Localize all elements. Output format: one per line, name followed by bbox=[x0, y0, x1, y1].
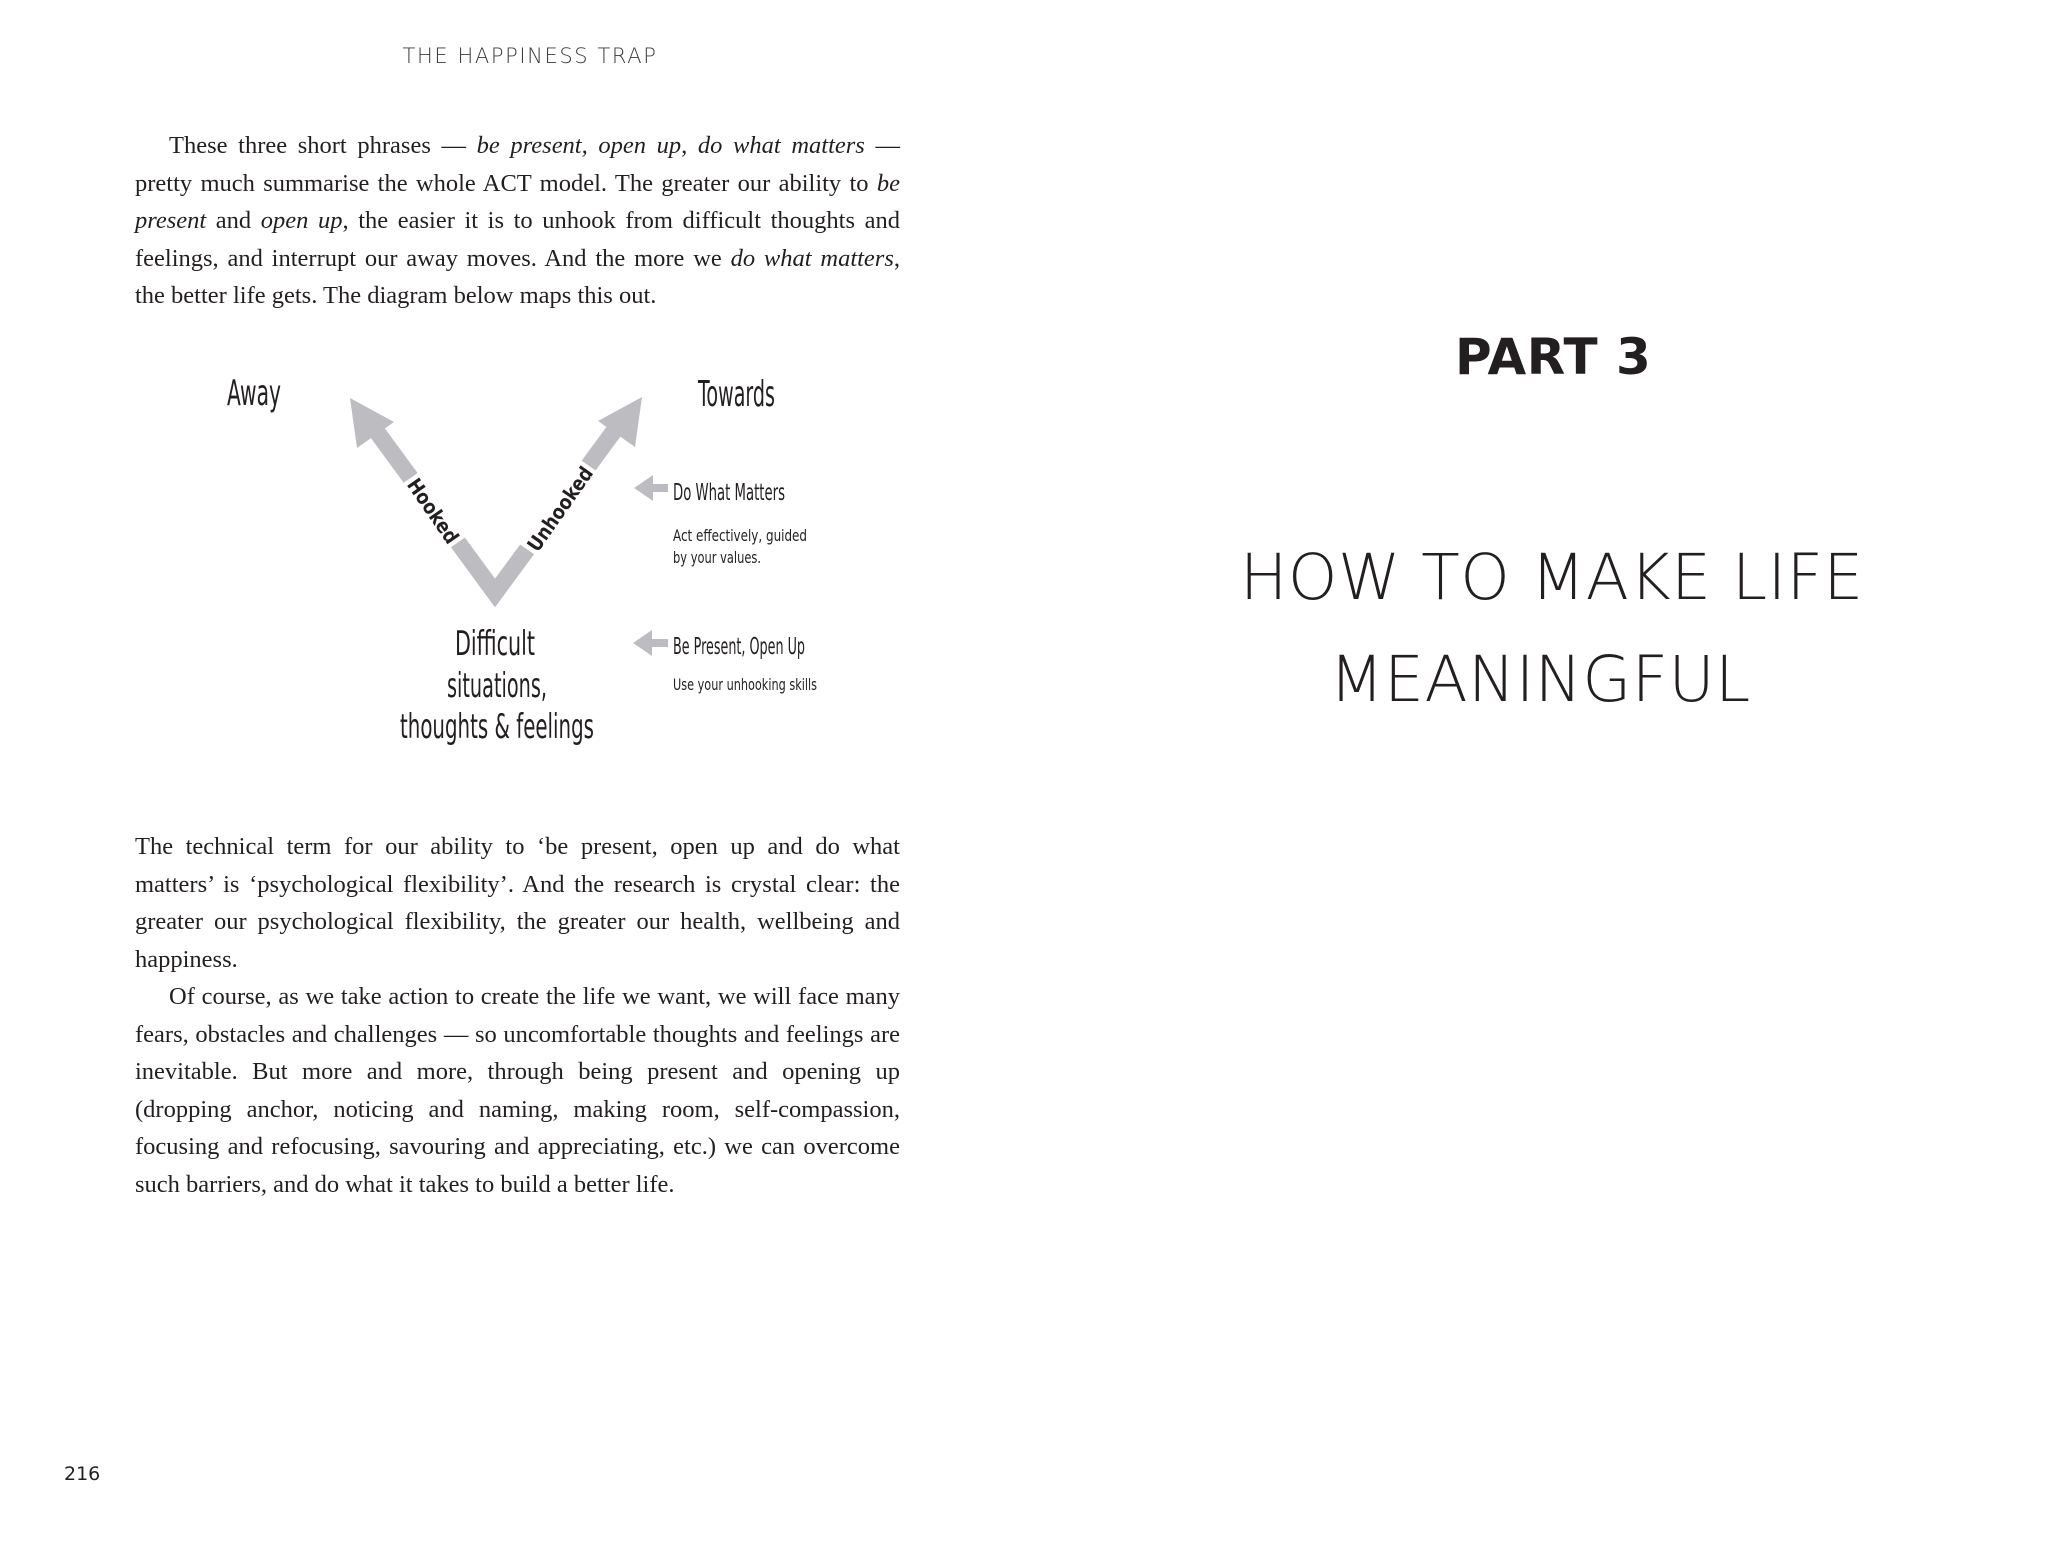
label-towards: Towards bbox=[697, 374, 775, 415]
part-title-line: HOW TO MAKE LIFE bbox=[1240, 541, 1864, 614]
text-segment: , the easier it is to unhook from difficult thoughts and feelings, and interrupt our away moves. And the more we bbox=[135, 207, 900, 272]
v-arrow bbox=[350, 397, 642, 593]
text-segment: These three short phrases — bbox=[169, 132, 477, 159]
text-segment: — pretty much summarise the whole ACT model. The greater our ability to bbox=[135, 132, 900, 197]
arrow-left-icon bbox=[633, 630, 668, 656]
arm-label-hooked: Hooked bbox=[402, 473, 471, 558]
part-title-line: MEANINGFUL bbox=[1329, 643, 1751, 716]
paragraph-2: The technical term for our ability to ‘be present, open up and do what matters’ is ‘psychological flexibility’. And the research is crystal clear: the greater our psychological flexibility, the greater our health, wellbeing and happiness. bbox=[135, 833, 900, 973]
text-segment: and bbox=[206, 207, 261, 234]
base-label-line: thoughts & feelings bbox=[400, 707, 594, 747]
page-number: 216 bbox=[64, 1463, 101, 1485]
arm-label-unhooked: Unhooked bbox=[522, 449, 607, 557]
text-segment-italic: be present, open up, do what matters bbox=[476, 132, 865, 159]
part-label: PART 3 bbox=[1455, 328, 1652, 386]
text-segment-italic: open up bbox=[260, 207, 343, 234]
base-label-line: Difficult bbox=[455, 624, 535, 664]
arrow-left-icon bbox=[634, 475, 668, 501]
base-label bbox=[400, 624, 594, 747]
paragraph-conclusion bbox=[135, 828, 900, 1203]
callout-title: Do What Matters bbox=[673, 480, 785, 506]
text-segment-italic: do what matters bbox=[730, 244, 894, 272]
callout-title: Be Present, Open Up bbox=[673, 634, 805, 660]
callout-description-line: by your values. bbox=[673, 548, 761, 567]
text-segment: , the better life gets. The diagram below maps this out. bbox=[135, 244, 900, 309]
callout-be-present-open-up bbox=[633, 630, 817, 694]
callout-description-line: Act effectively, guided bbox=[673, 526, 807, 545]
paragraph-3: Of course, as we take action to create the life we want, we will face many fears, obstacles and challenges — so uncomfortable thoughts and feelings are inevitable. But more and more, through being present and opening up (dropping anchor, noticing and naming, making room, self-compassion, focusing and refocusing, savouring and appreciating, etc.) we can overcome such barriers, and do what it takes to build a better life. bbox=[135, 983, 900, 1198]
right-page bbox=[1024, 0, 2048, 1542]
text-segment-italic: be present bbox=[135, 169, 900, 234]
callout-do-what-matters bbox=[634, 475, 807, 567]
label-away: Away bbox=[227, 373, 281, 414]
running-head: THE HAPPINESS TRAP bbox=[402, 44, 658, 68]
v-arrow-shaft bbox=[377, 431, 614, 593]
part-title bbox=[1240, 527, 1864, 731]
base-label-line: situations, bbox=[447, 666, 547, 706]
callout-description-line: Use your unhooking skills bbox=[673, 675, 817, 694]
